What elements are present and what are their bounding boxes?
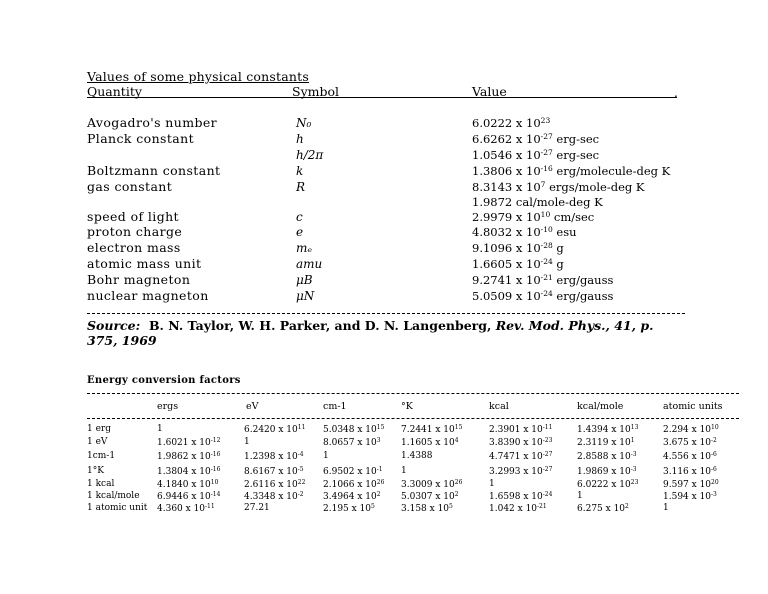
cell-mantissa: 6.0222 x 10 bbox=[577, 480, 631, 490]
energy-cell bbox=[401, 503, 453, 514]
cell-mantissa: 3.2993 x 10 bbox=[489, 467, 543, 477]
value-exponent: -28 bbox=[540, 241, 553, 250]
energy-cell bbox=[401, 424, 462, 435]
value-mantissa: 5.0509 x 10 bbox=[472, 289, 541, 303]
energy-row-label: 1cm-1 bbox=[87, 451, 116, 461]
cell-mantissa: 1 bbox=[401, 466, 407, 476]
cell-exponent: -27 bbox=[542, 451, 553, 458]
cell-mantissa: 3.3009 x 10 bbox=[401, 480, 455, 490]
energy-column-header: kcal bbox=[489, 401, 509, 412]
energy-cell bbox=[323, 424, 384, 435]
cell-mantissa: 2.6116 x 10 bbox=[244, 480, 298, 490]
value-exponent: 10 bbox=[540, 210, 551, 219]
cell-mantissa: 6.9446 x 10 bbox=[157, 492, 211, 502]
energy-cell bbox=[244, 437, 250, 447]
constant-symbol: mₑ bbox=[296, 241, 313, 255]
cell-exponent: -11 bbox=[542, 424, 553, 431]
energy-cell bbox=[663, 491, 717, 502]
constant-value bbox=[472, 210, 594, 224]
constant-value bbox=[472, 241, 564, 255]
cell-mantissa: 3.116 x 10 bbox=[663, 467, 712, 477]
cell-mantissa: 4.556 x 10 bbox=[663, 452, 712, 462]
energy-column-header: atomic units bbox=[663, 401, 723, 412]
cell-mantissa: 6.2420 x 10 bbox=[244, 425, 298, 435]
cell-mantissa: 3.4964 x 10 bbox=[323, 492, 377, 502]
cell-exponent: 13 bbox=[630, 424, 639, 431]
value-unit: cm/sec bbox=[550, 210, 595, 224]
cell-mantissa: 2.3119 x 10 bbox=[577, 438, 631, 448]
value-exponent: -27 bbox=[540, 148, 553, 157]
cell-mantissa: 3.675 x 10 bbox=[663, 438, 712, 448]
energy-cell bbox=[577, 491, 583, 501]
energy-cell bbox=[489, 451, 552, 462]
constant-symbol: h bbox=[296, 132, 304, 146]
constant-symbol: c bbox=[296, 210, 303, 224]
value-mantissa: 2.9979 x 10 bbox=[472, 210, 541, 224]
cell-mantissa: 1 bbox=[157, 424, 163, 434]
constant-quantity: Planck constant bbox=[87, 131, 195, 146]
energy-cell bbox=[489, 437, 552, 448]
cell-exponent: -6 bbox=[711, 451, 717, 458]
energy-cell bbox=[157, 491, 220, 502]
energy-cell bbox=[577, 424, 638, 435]
energy-cell bbox=[663, 503, 669, 513]
cell-mantissa: 1 bbox=[663, 503, 669, 513]
cell-mantissa: 2.1066 x 10 bbox=[323, 480, 377, 490]
energy-cell bbox=[663, 479, 719, 490]
cell-exponent: 23 bbox=[630, 479, 639, 486]
energy-top-rule bbox=[87, 393, 739, 394]
cell-mantissa: 1 bbox=[489, 479, 495, 489]
cell-mantissa: 4.7471 x 10 bbox=[489, 452, 543, 462]
cell-exponent: -5 bbox=[297, 466, 304, 473]
value-exponent: 7 bbox=[540, 180, 546, 189]
cell-mantissa: 3.158 x 10 bbox=[401, 504, 450, 514]
energy-cell bbox=[157, 479, 218, 490]
energy-cell bbox=[244, 503, 270, 513]
energy-cell bbox=[489, 466, 552, 477]
cell-exponent: -21 bbox=[537, 503, 547, 510]
energy-cell bbox=[489, 491, 552, 502]
constant-symbol: R bbox=[296, 180, 306, 194]
constant-symbol: μN bbox=[296, 289, 315, 303]
constant-value bbox=[472, 116, 550, 130]
value-mantissa: 9.1096 x 10 bbox=[472, 241, 541, 255]
energy-cell bbox=[244, 424, 305, 435]
cell-exponent: -6 bbox=[711, 466, 717, 473]
value-mantissa: 4.8032 x 10 bbox=[472, 225, 541, 239]
constants-bottom-rule bbox=[87, 313, 685, 314]
value-unit: g bbox=[552, 241, 564, 255]
energy-cell bbox=[663, 437, 717, 448]
value-exponent: -24 bbox=[540, 289, 553, 298]
cell-mantissa: 1 bbox=[323, 451, 329, 461]
cell-exponent: 2 bbox=[454, 491, 459, 498]
cell-mantissa: 1 bbox=[244, 437, 250, 447]
value-mantissa: 9.2741 x 10 bbox=[472, 273, 541, 287]
energy-column-header: kcal/mole bbox=[577, 401, 624, 412]
cell-exponent: -23 bbox=[542, 437, 553, 444]
source-authors: B. N. Taylor, W. H. Parker, and D. N. Langenberg, bbox=[148, 318, 492, 333]
cell-exponent: -14 bbox=[210, 491, 221, 498]
energy-column-header: ergs bbox=[157, 401, 179, 412]
energy-cell bbox=[157, 437, 220, 448]
constant-quantity: gas constant bbox=[87, 179, 173, 194]
constant-quantity: atomic mass unit bbox=[87, 256, 202, 271]
constant-value bbox=[472, 225, 577, 239]
energy-cell bbox=[663, 424, 719, 435]
cell-exponent: 2 bbox=[376, 491, 381, 498]
constant-symbol: e bbox=[296, 225, 304, 239]
cell-exponent: 5 bbox=[449, 503, 453, 510]
constants-title: Values of some physical constants bbox=[87, 69, 309, 84]
cell-exponent: -1 bbox=[376, 466, 383, 473]
cell-exponent: 26 bbox=[454, 479, 463, 486]
constant-symbol: amu bbox=[296, 257, 323, 271]
value-mantissa: 1.6605 x 10 bbox=[472, 257, 541, 271]
energy-title: Energy conversion factors bbox=[87, 375, 241, 386]
energy-cell bbox=[401, 466, 407, 476]
constant-value bbox=[472, 132, 599, 146]
value-exponent: -10 bbox=[540, 225, 553, 234]
cell-mantissa: 6.9502 x 10 bbox=[323, 467, 377, 477]
cell-exponent: 4 bbox=[454, 437, 459, 444]
source-label: Source: bbox=[87, 318, 141, 333]
cell-exponent: -16 bbox=[210, 466, 221, 473]
constant-value bbox=[472, 257, 564, 271]
value-exponent: -24 bbox=[540, 257, 553, 266]
cell-exponent: -4 bbox=[297, 451, 304, 458]
energy-row-label: 1 atomic unit bbox=[87, 503, 148, 513]
energy-cell bbox=[244, 466, 304, 477]
cell-mantissa: 1 bbox=[577, 491, 583, 501]
energy-column-header: cm-1 bbox=[323, 401, 347, 412]
cell-mantissa: 5.0307 x 10 bbox=[401, 492, 455, 502]
constant-value bbox=[472, 195, 603, 209]
cell-exponent: 11 bbox=[297, 424, 306, 431]
energy-row-label: 1 erg bbox=[87, 424, 111, 434]
cell-exponent: 10 bbox=[210, 479, 219, 486]
cell-exponent: -27 bbox=[542, 466, 553, 473]
value-unit: erg-sec bbox=[552, 132, 600, 146]
cell-mantissa: 1.1605 x 10 bbox=[401, 438, 455, 448]
cell-mantissa: 27.21 bbox=[244, 503, 270, 513]
value-exponent: -27 bbox=[540, 132, 553, 141]
energy-row-label: 1 kcal bbox=[87, 479, 115, 489]
cell-exponent: 10 bbox=[711, 424, 719, 431]
energy-cell bbox=[577, 503, 629, 514]
cell-mantissa: 1.4388 bbox=[401, 451, 433, 461]
cell-exponent: 15 bbox=[376, 424, 385, 431]
energy-cell bbox=[577, 479, 638, 490]
energy-cell bbox=[323, 437, 381, 448]
value-unit: erg/gauss bbox=[552, 273, 614, 287]
constant-value bbox=[472, 164, 670, 178]
value-unit: erg/molecule-deg K bbox=[552, 164, 671, 178]
symbol-header: Symbol bbox=[292, 84, 340, 99]
constant-quantity: Avogadro's number bbox=[87, 115, 218, 130]
cell-mantissa: 1.3804 x 10 bbox=[157, 467, 211, 477]
header-rule bbox=[87, 97, 677, 98]
constant-quantity: Bohr magneton bbox=[87, 272, 191, 287]
constant-symbol: k bbox=[296, 164, 304, 178]
energy-row-label: 1 kcal/mole bbox=[87, 491, 140, 501]
cell-mantissa: 2.195 x 10 bbox=[323, 504, 372, 514]
energy-cell bbox=[157, 466, 220, 477]
cell-exponent: -2 bbox=[711, 437, 717, 444]
cell-exponent: 5 bbox=[371, 503, 375, 510]
cell-mantissa: 1.4394 x 10 bbox=[577, 425, 631, 435]
energy-cell bbox=[157, 451, 220, 462]
energy-cell bbox=[577, 451, 637, 462]
energy-cell bbox=[244, 451, 304, 462]
cell-mantissa: 1.2398 x 10 bbox=[244, 452, 298, 462]
cell-exponent: 3 bbox=[376, 437, 381, 444]
cell-mantissa: 2.3901 x 10 bbox=[489, 425, 543, 435]
energy-cell bbox=[323, 503, 375, 514]
energy-row-label: 1°K bbox=[87, 466, 104, 476]
cell-exponent: -12 bbox=[210, 437, 221, 444]
energy-cell bbox=[577, 437, 635, 448]
energy-cell bbox=[244, 479, 305, 490]
source-journal: Rev. Mod. Phys., 41, p. 375, 1969 bbox=[87, 318, 654, 348]
cell-exponent: 15 bbox=[454, 424, 463, 431]
energy-cell bbox=[323, 491, 381, 502]
constant-quantity: proton charge bbox=[87, 224, 183, 239]
constant-symbol: h/2π bbox=[296, 148, 324, 162]
energy-cell bbox=[663, 466, 717, 477]
energy-cell bbox=[577, 466, 637, 477]
cell-mantissa: 1.9862 x 10 bbox=[157, 452, 211, 462]
cell-mantissa: 9.597 x 10 bbox=[663, 480, 712, 490]
quantity-header: Quantity bbox=[87, 84, 142, 99]
energy-header-rule bbox=[87, 418, 739, 419]
constant-quantity: electron mass bbox=[87, 240, 181, 255]
constant-value bbox=[472, 180, 645, 194]
cell-exponent: -16 bbox=[210, 451, 221, 458]
energy-cell bbox=[323, 479, 384, 490]
value-exponent: -16 bbox=[540, 164, 553, 173]
value-unit: erg-sec bbox=[552, 148, 600, 162]
cell-mantissa: 7.2441 x 10 bbox=[401, 425, 455, 435]
constant-quantity: speed of light bbox=[87, 209, 179, 224]
energy-cell bbox=[401, 437, 459, 448]
energy-cell bbox=[244, 491, 304, 502]
cell-mantissa: 3.8390 x 10 bbox=[489, 438, 543, 448]
cell-mantissa: 6.275 x 10 bbox=[577, 504, 626, 514]
value-mantissa: 1.0546 x 10 bbox=[472, 148, 541, 162]
energy-cell bbox=[489, 479, 495, 489]
constant-value bbox=[472, 273, 613, 287]
cell-exponent: -3 bbox=[630, 466, 637, 473]
value-mantissa: 6.6262 x 10 bbox=[472, 132, 541, 146]
cell-mantissa: 1.9869 x 10 bbox=[577, 467, 631, 477]
cell-mantissa: 8.6167 x 10 bbox=[244, 467, 298, 477]
constant-value bbox=[472, 289, 613, 303]
cell-exponent: -11 bbox=[205, 503, 215, 510]
energy-column-header: eV bbox=[246, 401, 259, 412]
cell-exponent: -2 bbox=[297, 491, 304, 498]
header-rule-dot: . bbox=[674, 86, 678, 100]
cell-mantissa: 2.294 x 10 bbox=[663, 425, 712, 435]
energy-cell bbox=[401, 451, 433, 461]
energy-cell bbox=[157, 503, 215, 514]
cell-exponent: 26 bbox=[376, 479, 385, 486]
energy-cell bbox=[663, 451, 717, 462]
value-mantissa: 8.3143 x 10 bbox=[472, 180, 541, 194]
energy-cell bbox=[489, 424, 552, 435]
cell-mantissa: 2.8588 x 10 bbox=[577, 452, 631, 462]
cell-exponent: 22 bbox=[297, 479, 306, 486]
value-unit: erg/gauss bbox=[552, 289, 614, 303]
value-mantissa: 1.9872 cal/mole-deg K bbox=[472, 195, 603, 209]
value-exponent: -21 bbox=[540, 273, 553, 282]
value-unit: g bbox=[552, 257, 564, 271]
cell-mantissa: 4.3348 x 10 bbox=[244, 492, 298, 502]
constant-symbol: μB bbox=[296, 273, 313, 287]
constant-value bbox=[472, 148, 599, 162]
cell-mantissa: 1.6598 x 10 bbox=[489, 492, 543, 502]
energy-cell bbox=[157, 424, 163, 434]
value-exponent: 23 bbox=[540, 116, 551, 125]
cell-exponent: -3 bbox=[630, 451, 637, 458]
constant-symbol: N₀ bbox=[296, 116, 312, 130]
cell-mantissa: 4.1840 x 10 bbox=[157, 480, 211, 490]
value-unit: esu bbox=[552, 225, 577, 239]
energy-cell bbox=[401, 479, 462, 490]
cell-mantissa: 5.0348 x 10 bbox=[323, 425, 377, 435]
cell-exponent: 20 bbox=[711, 479, 719, 486]
energy-column-header: °K bbox=[401, 401, 413, 412]
cell-exponent: 2 bbox=[625, 503, 629, 510]
value-mantissa: 1.3806 x 10 bbox=[472, 164, 541, 178]
energy-row-label: 1 eV bbox=[87, 437, 108, 447]
energy-cell bbox=[323, 466, 383, 477]
cell-exponent: -3 bbox=[711, 491, 717, 498]
cell-mantissa: 1.042 x 10 bbox=[489, 504, 538, 514]
energy-cell bbox=[489, 503, 547, 514]
energy-cell bbox=[401, 491, 459, 502]
value-header: Value bbox=[472, 84, 507, 99]
cell-mantissa: 1.6021 x 10 bbox=[157, 438, 211, 448]
cell-mantissa: 4.360 x 10 bbox=[157, 504, 206, 514]
value-unit: ergs/mole-deg K bbox=[545, 180, 645, 194]
cell-exponent: 1 bbox=[630, 437, 635, 444]
cell-mantissa: 1.594 x 10 bbox=[663, 492, 712, 502]
constant-quantity: nuclear magneton bbox=[87, 288, 209, 303]
cell-exponent: -24 bbox=[542, 491, 553, 498]
energy-cell bbox=[323, 451, 329, 461]
cell-mantissa: 8.0657 x 10 bbox=[323, 438, 377, 448]
value-mantissa: 6.0222 x 10 bbox=[472, 116, 541, 130]
source-citation bbox=[87, 318, 687, 348]
constant-quantity: Boltzmann constant bbox=[87, 163, 221, 178]
